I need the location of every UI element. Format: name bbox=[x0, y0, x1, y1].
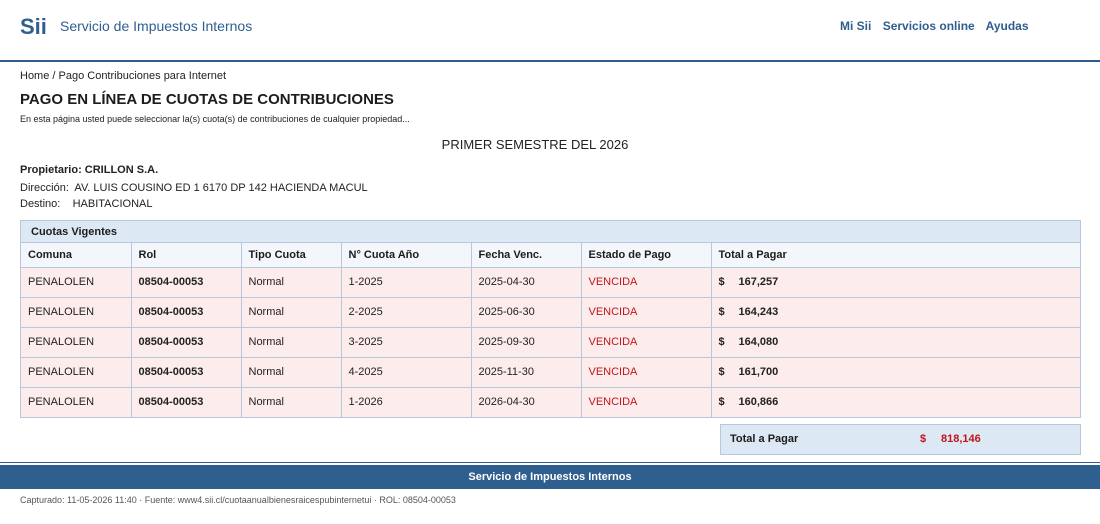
cell-total bbox=[711, 267, 1080, 297]
cell-rol: 08504-00053 bbox=[131, 267, 241, 297]
table-header-row bbox=[21, 243, 1080, 267]
cell-estado: VENCIDA bbox=[581, 327, 711, 357]
cell-total bbox=[711, 297, 1080, 327]
cell-rol: 08504-00053 bbox=[131, 387, 241, 417]
grand-total-currency: $ bbox=[920, 433, 927, 445]
cell-rol: 08504-00053 bbox=[131, 357, 241, 387]
cell-comuna: PENALOLEN bbox=[21, 357, 131, 387]
destination-label: Destino: bbox=[20, 198, 61, 210]
top-nav bbox=[840, 19, 1037, 33]
cell-cuota: 4-2025 bbox=[341, 357, 471, 387]
grand-total-label: Total a Pagar bbox=[730, 433, 799, 445]
installments-table bbox=[20, 220, 1081, 418]
amount: 161,700 bbox=[738, 366, 779, 378]
col-tipo-cuota: Tipo Cuota bbox=[241, 243, 341, 267]
site-footer: Servicio de Impuestos Internos bbox=[0, 465, 1100, 489]
col-cuota-ano: N° Cuota Año bbox=[341, 243, 471, 267]
cell-tipo: Normal bbox=[241, 327, 341, 357]
cell-cuota: 1-2025 bbox=[341, 267, 471, 297]
semester-heading: PRIMER SEMESTRE DEL 2026 bbox=[441, 137, 629, 152]
cell-fecha: 2025-06-30 bbox=[471, 297, 581, 327]
address-info bbox=[20, 182, 368, 194]
cell-total bbox=[711, 327, 1080, 357]
col-estado-pago: Estado de Pago bbox=[581, 243, 711, 267]
page-title: PAGO EN LÍNEA DE CUOTAS DE CONTRIBUCIONES bbox=[20, 91, 394, 108]
currency-symbol: $ bbox=[718, 366, 725, 378]
cell-estado: VENCIDA bbox=[581, 387, 711, 417]
owner-value: CRILLON S.A. bbox=[84, 164, 159, 176]
cell-comuna: PENALOLEN bbox=[21, 327, 131, 357]
cell-tipo: Normal bbox=[241, 297, 341, 327]
cell-comuna: PENALOLEN bbox=[21, 267, 131, 297]
col-rol: Rol bbox=[131, 243, 241, 267]
table-row[interactable] bbox=[21, 357, 1080, 387]
destination-value: HABITACIONAL bbox=[72, 198, 153, 210]
currency-symbol: $ bbox=[718, 276, 725, 288]
breadcrumb[interactable]: Home / Pago Contribuciones para Internet bbox=[20, 70, 227, 82]
amount: 164,080 bbox=[738, 336, 779, 348]
grand-total-amount: 818,146 bbox=[941, 433, 981, 445]
cell-tipo: Normal bbox=[241, 387, 341, 417]
amount: 160,866 bbox=[738, 396, 779, 409]
cell-total bbox=[711, 357, 1080, 387]
cell-tipo: Normal bbox=[241, 357, 341, 387]
agency-name: Servicio de Impuestos Internos bbox=[60, 18, 253, 34]
cell-estado: VENCIDA bbox=[581, 357, 711, 387]
cell-comuna: PENALOLEN bbox=[21, 297, 131, 327]
currency-symbol: $ bbox=[718, 306, 725, 318]
cell-cuota: 2-2025 bbox=[341, 297, 471, 327]
cell-fecha: 2026-04-30 bbox=[471, 387, 581, 417]
sii-logo[interactable]: Sii bbox=[20, 14, 47, 39]
amount: 164,243 bbox=[738, 306, 779, 318]
address-label: Dirección: bbox=[20, 182, 69, 194]
table-row[interactable] bbox=[21, 297, 1080, 327]
cell-fecha: 2025-04-30 bbox=[471, 267, 581, 297]
destination-info bbox=[20, 198, 152, 210]
cell-fecha: 2025-09-30 bbox=[471, 327, 581, 357]
col-comuna: Comuna bbox=[21, 243, 131, 267]
cell-cuota: 1-2026 bbox=[341, 387, 471, 417]
table-row[interactable] bbox=[21, 267, 1080, 297]
table-row[interactable] bbox=[21, 327, 1080, 357]
cell-total bbox=[711, 387, 1080, 417]
cell-estado: VENCIDA bbox=[581, 297, 711, 327]
col-total-pagar: Total a Pagar bbox=[711, 243, 1080, 267]
table-row[interactable] bbox=[21, 387, 1080, 417]
col-fecha-venc: Fecha Venc. bbox=[471, 243, 581, 267]
owner-info bbox=[20, 164, 158, 176]
cell-rol: 08504-00053 bbox=[131, 297, 241, 327]
amount: 167,257 bbox=[738, 276, 779, 288]
nav-mi-sii[interactable]: Mi Sii bbox=[840, 19, 872, 33]
cell-cuota: 3-2025 bbox=[341, 327, 471, 357]
intro-text: En esta página usted puede seleccionar la(s) cuota(s) de contribuciones de cualquier propiedad... bbox=[20, 114, 410, 124]
cell-rol: 08504-00053 bbox=[131, 327, 241, 357]
address-value: AV. LUIS COUSINO ED 1 6170 DP 142 HACIENDA MACUL bbox=[74, 182, 368, 194]
grand-total-box bbox=[720, 424, 1081, 455]
owner-label: Propietario: bbox=[20, 164, 82, 176]
nav-ayudas[interactable]: Ayudas bbox=[985, 19, 1029, 33]
footer-divider bbox=[0, 462, 1100, 463]
cell-fecha: 2025-11-30 bbox=[471, 357, 581, 387]
capture-info: Capturado: 11-05-2026 11:40 · Fuente: www4.sii.cl/cuotaanualbienesraicespubinternetui · ROL: 08504-00053 bbox=[20, 495, 456, 505]
cell-tipo: Normal bbox=[241, 267, 341, 297]
nav-servicios-online[interactable]: Servicios online bbox=[882, 19, 975, 33]
currency-symbol: $ bbox=[718, 396, 725, 409]
table-caption: Cuotas Vigentes bbox=[21, 221, 1080, 243]
cell-comuna: PENALOLEN bbox=[21, 387, 131, 417]
cell-estado: VENCIDA bbox=[581, 267, 711, 297]
currency-symbol: $ bbox=[718, 336, 725, 348]
site-header bbox=[0, 0, 1100, 62]
